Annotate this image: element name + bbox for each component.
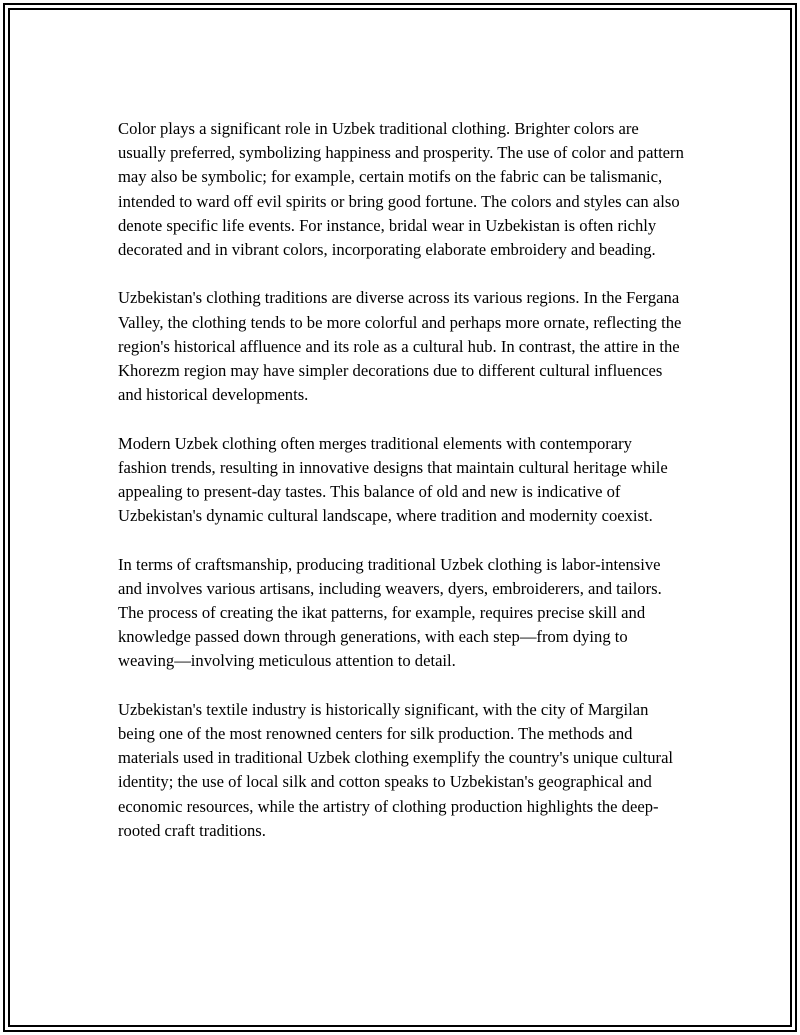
paragraph-textile-industry: Uzbekistan's textile industry is historically significant, with the city of Margilan being one of the most renowned centers for silk production. The methods and materials used in traditional Uzbek clothing exemplify the country's unique cultural identity; the use of local silk and cotton speaks to Uzbekistan's geographical and economic resources, while the artistry of clothing production highlights the deep-rooted craft traditions. bbox=[118, 699, 674, 840]
paragraph-regional-diversity: Uzbekistan's clothing traditions are diverse across its various regions. In the Fergana Valley, the clothing tends to be more colorful and perhaps more ornate, reflecting the region's historical affluence and its role as a cultural hub. In contrast, the attire in the Khorezm region may have simpler decorations due to different cultural influences and historical developments. bbox=[118, 288, 682, 405]
paragraph-color-symbolism: Color plays a significant role in Uzbek traditional clothing. Brighter colors are usually preferred, symbolizing happiness and prosperity. The use of color and pattern may also be symbolic; for example, certain motifs on the fabric can be talismanic, intended to ward off evil spirits or bring good fortune. The colors and styles can also denote specific life events. For instance, bridal wear in Uzbekistan is often richly decorated and in vibrant colors, incorporating elaborate embroidery and beading. bbox=[118, 119, 684, 260]
document-body bbox=[118, 117, 684, 867]
paragraph-modern-clothing: Modern Uzbek clothing often merges traditional elements with contemporary fashion trends, resulting in innovative designs that maintain cultural heritage while appealing to present-day tastes. This balance of old and new is indicative of Uzbekistan's dynamic cultural landscape, where tradition and modernity coexist. bbox=[118, 433, 668, 526]
paragraph-craftsmanship: In terms of craftsmanship, producing traditional Uzbek clothing is labor-intensive and involves various artisans, including weavers, dyers, embroiderers, and tailors. The process of creating the ikat patterns, for example, requires precise skill and knowledge passed down through generations, with each step—from dying to weaving—involving meticulous attention to detail. bbox=[118, 554, 662, 671]
